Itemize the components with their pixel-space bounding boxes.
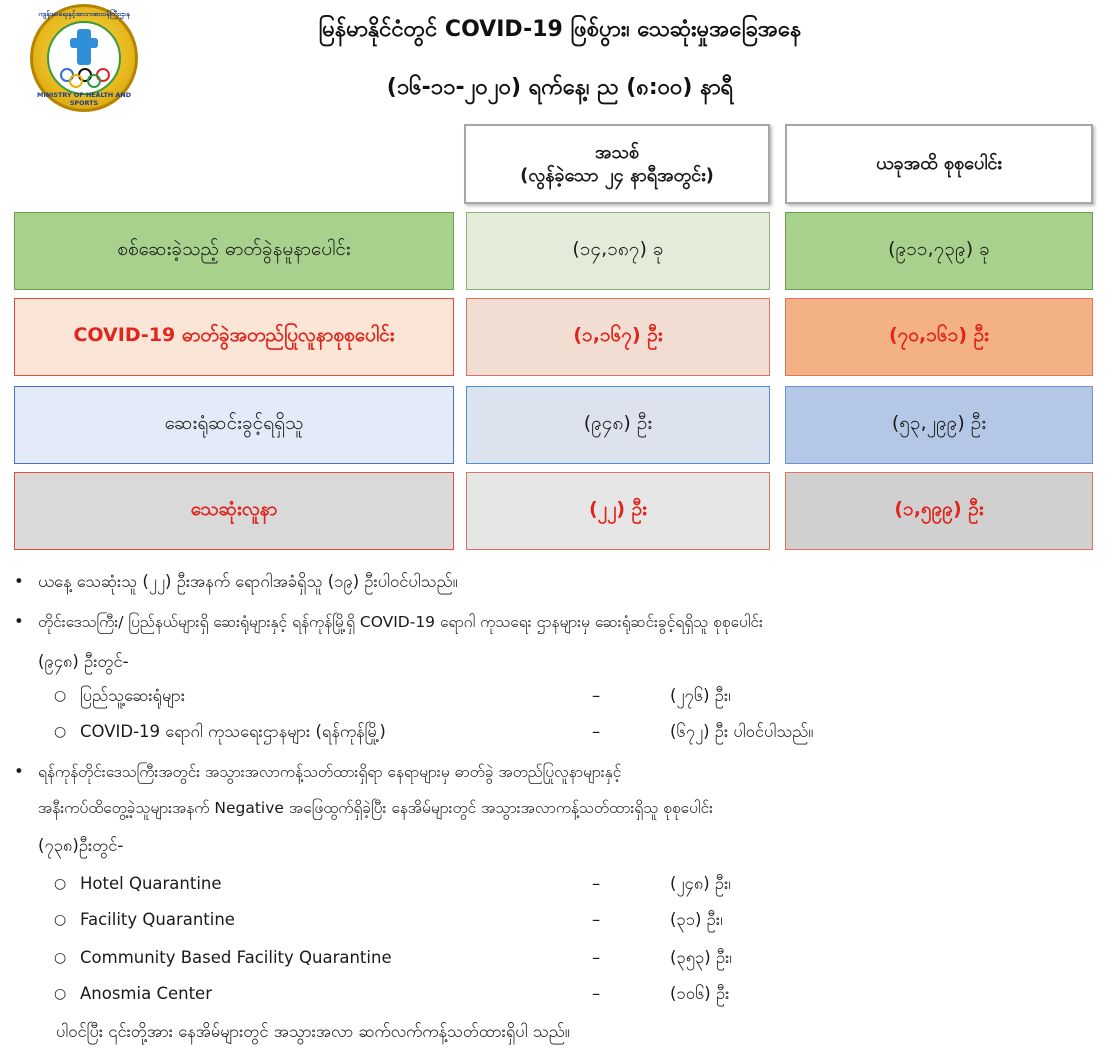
note-bullet-2-line2: (၉၄၈) ဦးတွင်- (38, 652, 129, 671)
note-bullet-3-line3: (၇၃၈)ဦးတွင်- (38, 836, 124, 855)
sub-item-label: Community Based Facility Quarantine (80, 948, 392, 967)
sub-item-dash: – (592, 686, 601, 705)
sub-item-label: Anosmia Center (80, 984, 212, 1003)
header-new-line2: (လွန်ခဲ့သော ၂၄ နာရီအတွင်း) (520, 165, 714, 186)
sub-item-dash: – (592, 722, 601, 741)
sub-item-value: (၆၇၂) ဦး ပါဝင်ပါသည်။ (670, 722, 814, 741)
sub-item-value: (၃၅၃) ဦး၊ (670, 948, 732, 967)
header-total-label: ယခုအထိ စုစုပေါင်း (876, 153, 1002, 175)
header-new (464, 124, 770, 204)
circle-bullet-icon: ○ (54, 986, 67, 1002)
note-bullet-3-line2: အနီးကပ်ထိတွေ့ခဲ့သူများအနက် Negative အဖြေထွက်ရှိခဲ့ပြီး နေအိမ်များတွင် အသွားအလာကန့်သတ်ထားရှိသူ စုစုပေါင်း (38, 799, 714, 817)
note-bullet-2-line1: တိုင်းဒေသကြီး/ ပြည်နယ်များရှိ ဆေးရုံများနှင့် ရန်ကုန်မြို့ရှိ COVID-19 ရောဂါ ကုသရေး ဌာနများမှ ဆေးရုံဆင်းခွင့်ရရှိသူ စုစုပေါင်း (38, 613, 763, 631)
header-total (785, 124, 1093, 204)
sub-item-value: (၃၁) ဦး၊ (670, 910, 723, 929)
row-new-value: (၁၄,၁၈၇) ခု (466, 212, 770, 290)
row-total-value: (၅၃,၂၉၉) ဦး (785, 386, 1093, 464)
row-total-value: (၇၀,၁၆၁) ဦး (785, 298, 1093, 376)
row-total-value: (၁,၅၉၉) ဦး (785, 472, 1093, 550)
bullet-icon: • (14, 762, 24, 781)
bullet-icon: • (14, 612, 24, 631)
row-total-value: (၉၁၁,၇၃၉) ခု (785, 212, 1093, 290)
sub-item-value: (၂၇၆) ဦး၊ (670, 686, 731, 705)
row-new-value: (၉၄၈) ဦး (466, 386, 770, 464)
circle-bullet-icon: ○ (54, 950, 67, 966)
sub-item-label: Facility Quarantine (80, 910, 235, 929)
ministry-logo (30, 4, 138, 112)
circle-bullet-icon: ○ (54, 876, 67, 892)
circle-bullet-icon: ○ (54, 724, 67, 740)
sub-item-label: ပြည်သူ့ဆေးရုံများ (80, 686, 186, 705)
row-label: စစ်ဆေးခဲ့သည့် ဓာတ်ခွဲနမူနာပေါင်း (14, 212, 454, 290)
row-label: သေဆုံးလူနာ (14, 472, 454, 550)
sub-item-dash: – (592, 984, 601, 1003)
logo-emblem (47, 21, 121, 95)
row-label: COVID-19 ဓာတ်ခွဲအတည်ပြုလူနာစုစုပေါင်း (14, 298, 454, 376)
sub-item-label: Hotel Quarantine (80, 874, 222, 893)
logo-bottom-text: MINISTRY OF HEALTH AND SPORTS (36, 91, 132, 107)
sub-item-dash: – (592, 874, 601, 893)
sub-item-value: (၁၀၆) ဦး (670, 984, 730, 1003)
row-new-value: (၁,၁၆၇) ဦး (466, 298, 770, 376)
sub-item-label: COVID-19 ရောဂါ ကုသရေးဌာနများ (ရန်ကုန်မြို့) (80, 722, 386, 741)
page-title: မြန်မာနိုင်ငံတွင် COVID-19 ဖြစ်ပွား၊ သေဆုံးမှုအခြေအနေ (318, 17, 802, 42)
header-new-line1: အသစ် (594, 141, 640, 163)
row-new-value: (၂၂) ဦး (466, 472, 770, 550)
circle-bullet-icon: ○ (54, 688, 67, 704)
sub-item-value: (၂၄၈) ဦး၊ (670, 874, 731, 893)
logo-top-text: ကျန်းမာရေးနှင့်အားကစားဝန်ကြီးဌာန (38, 10, 130, 18)
row-label: ဆေးရုံဆင်းခွင့်ရရှိသူ (14, 386, 454, 464)
note-closing: ပါဝင်ပြီး ၎င်းတို့အား နေအိမ်များတွင် အသွားအလာ ဆက်လက်ကန့်သတ်ထားရှိပါ သည်။ (56, 1022, 570, 1041)
sub-item-dash: – (592, 910, 601, 929)
note-bullet-3-line1: ရန်ကုန်တိုင်းဒေသကြီးအတွင်း အသွားအလာကန့်သတ်ထားရှိရာ နေရာများမှ ဓာတ်ခွဲ အတည်ပြုလူနာများနှင့် (38, 763, 622, 781)
sub-item-dash: – (592, 948, 601, 967)
circle-bullet-icon: ○ (54, 912, 67, 928)
note-bullet-1: ယနေ့ သေဆုံးသူ (၂၂) ဦးအနက် ရောဂါအခံရှိသူ (၁၉) ဦးပါဝင်ပါသည်။ (38, 572, 458, 591)
bullet-icon: • (14, 572, 24, 591)
page-subtitle-date: (၁၆-၁၁-၂၀၂၀) ရက်နေ့၊ ည (၈:၀၀) နာရီ (386, 75, 734, 100)
olympic-rings-icon (57, 67, 113, 89)
